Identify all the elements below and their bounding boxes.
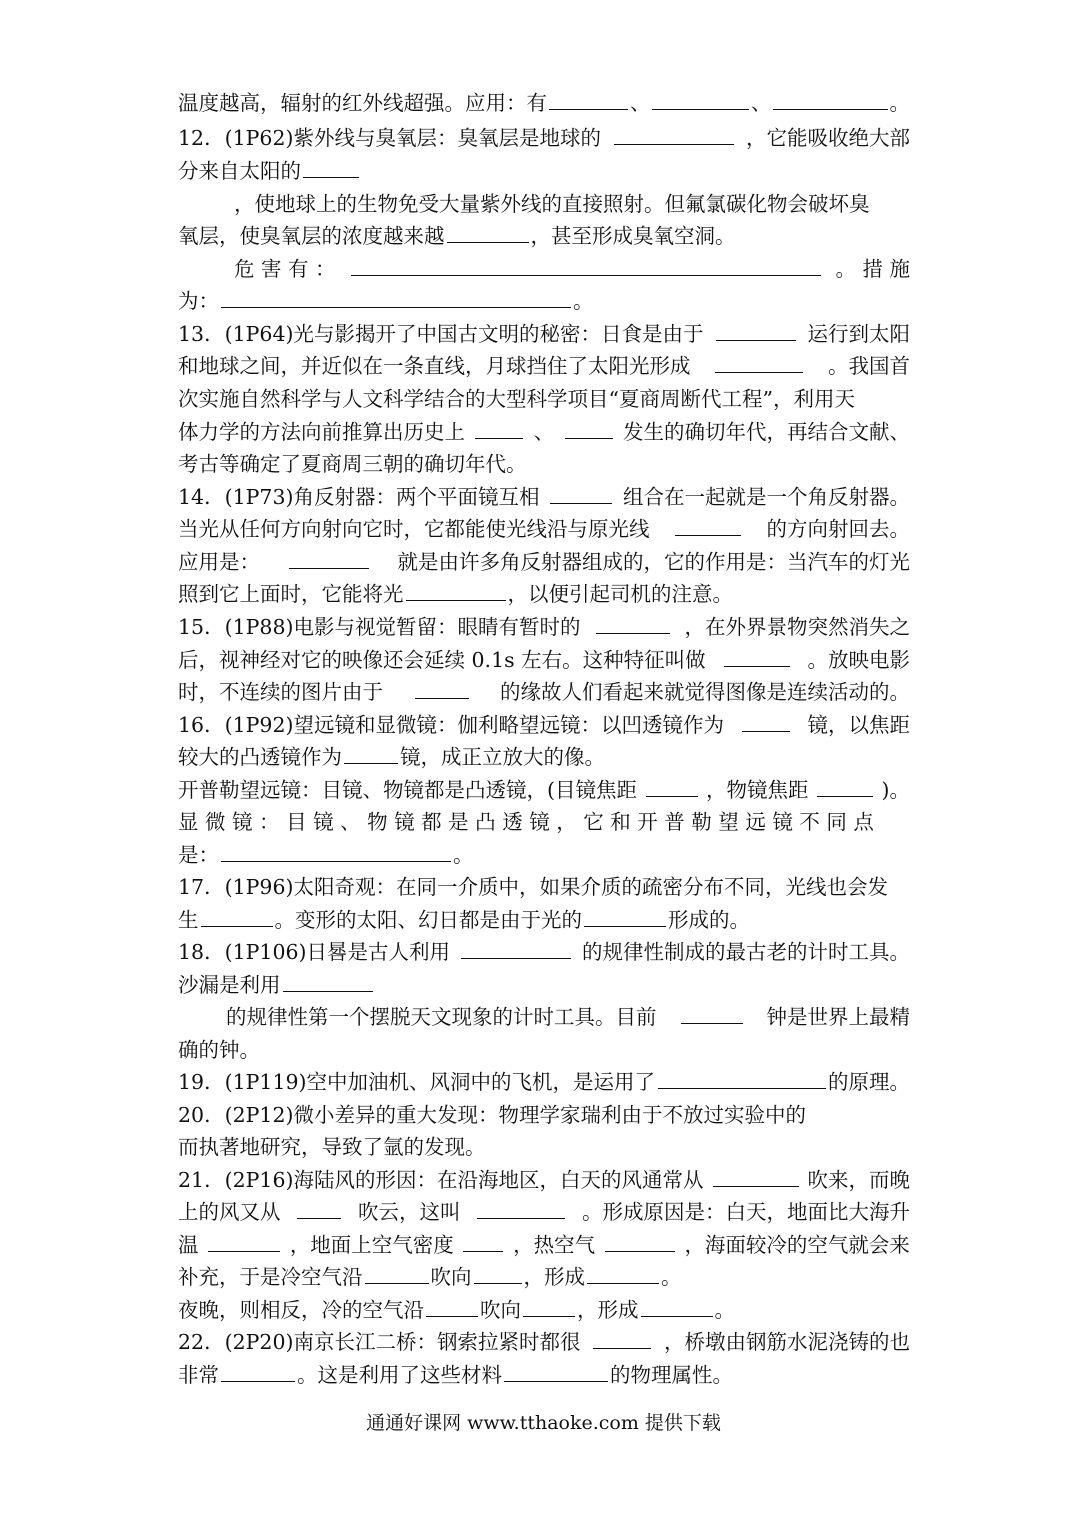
blank [344,741,398,764]
text-line: 分来自太阳的 [178,155,910,187]
blank [716,318,796,341]
blank [208,1229,280,1252]
blank [221,839,451,862]
text-line: 上的风又从 吹云，这叫 。形成原因是：白天，地面比大海升 [178,1196,910,1228]
blank [681,1001,743,1024]
text-line: 非常 。这是利用了这些材料 的物理属性。 [178,1359,910,1391]
text-line: 次实施自然科学与人文科学结合的大型科学项目“夏商周断代工程”，利用天 [178,387,855,411]
text-line: 危 害 有 ： 。 措 施 [234,253,910,285]
blank [593,1326,651,1349]
text-line: 为： 。 [178,285,910,317]
text-line: 14．(1P73)角反射器：两个平面镜互相 组合在一起就是一个角反射器。 [178,481,910,513]
blank [283,969,373,992]
blank [221,1359,295,1382]
blank [565,416,613,439]
text-line: 而执著地研究，导致了氩的发现。 [178,1135,486,1159]
text-line: 氧层，使臭氧层的浓度越来越 ，甚至形成臭氧空洞。 [178,220,910,252]
blank [303,155,359,178]
blank [474,1261,522,1284]
blank [605,1229,675,1252]
text-line: 体力学的方法向前推算出历史上 、 发生的确切年代，再结合文献、 [178,416,910,448]
text-line: 15．(1P88)电影与视觉暂留：眼睛有暂时的 ，在外界景物突然消失之 [178,611,910,643]
blank [658,1066,826,1089]
blank [351,253,821,276]
blank [587,1261,659,1284]
blank [415,676,469,699]
blank [596,611,670,634]
page-footer: 通通好课网 www.tthaoke.com 提供下载 [366,1412,721,1434]
blank [584,904,666,927]
blank [652,87,749,110]
blank [523,1294,575,1317]
text-line: 显 微 镜 ： 目 镜 、 物 镜 都 是 凸 透 镜 ， 它 和 开 普 勒 望 远 镜 不 同 点 [178,810,874,834]
blank [641,1294,713,1317]
blank [817,774,873,797]
blank [549,87,628,110]
blank [742,709,790,732]
text-line: 17．(1P96)太阳奇观：在同一介质中，如果介质的疏密分布不同，光线也会发 [178,875,889,899]
text-line: 确的钟。 [178,1038,260,1062]
blank [461,936,571,959]
blank [675,513,741,536]
blank [773,87,887,110]
blank [550,481,612,504]
text-line: 较大的凸透镜作为 镜，成正立放大的像。 [178,741,910,773]
blank [504,1359,608,1382]
text-line: 考古等确定了夏商周三朝的确切年代。 [178,452,527,476]
text-line: 生 。变形的太阳、幻日都是由于光的 形成的。 [178,904,910,936]
text-line: 当光从任何方向射向它时，它都能使光线沿与原光线 的方向射回去。 [178,513,910,545]
blank [646,774,698,797]
text-line: 温度越高，辐射的红外线超强。应用：有 、 、 。 [178,87,910,119]
blank [365,1261,429,1284]
text-line: ，使地球上的生物免受大量紫外线的直接照射。但氟氯碳化物会破坏臭 [234,192,870,216]
text-line: 22．(2P20)南京长江二桥：钢索拉紧时都很 ，桥墩由钢筋水泥浇铸的也 [178,1326,910,1358]
text-line: 夜晚，则相反，冷的空气沿 吹向 ，形成 。 [178,1294,910,1326]
text-line: 应用是： 就是由许多角反射器组成的，它的作用是：当汽车的灯光 [178,546,910,578]
blank [289,546,369,569]
blank [715,350,803,373]
text-line: 16．(1P92)望远镜和显微镜：伽利略望远镜：以凹透镜作为 镜，以焦距 [178,709,910,741]
text-line: 沙漏是利用 [178,969,910,1001]
text-line: 12．(1P62)紫外线与臭氧层：臭氧层是地球的 ，它能吸收绝大部 [178,122,910,154]
text-line: 13．(1P64)光与影揭开了中国古文明的秘密：日食是由于 运行到太阳 [178,318,910,350]
blank [475,416,523,439]
blank [426,1294,478,1317]
blank [297,1196,341,1219]
text-line: 21．(2P16)海陆风的形因：在沿海地区，白天的风通常从 吹来，而晚 [178,1164,910,1196]
blank [713,1164,799,1187]
blank [463,1229,503,1252]
text-line: 时，不连续的图片由于 的缘故人们看起来就觉得图像是连续活动的。 [178,676,910,708]
blank [724,644,790,667]
text-line: 照到它上面时，它能将光 ，以便引起司机的注意。 [178,578,910,610]
text-line: 19．(1P119)空中加油机、风洞中的飞机，是运用了 的原理。 [178,1066,910,1098]
blank [614,122,734,145]
text-line: 温 ，地面上空气密度 ，热空气 ，海面较冷的空气就会来 [178,1229,910,1261]
blank [406,578,506,601]
text-line: 和地球之间，并近似在一条直线，月球挡住了太阳光形成 。我国首 [178,350,910,382]
blank [201,904,273,927]
text-line: 18．(1P106)日晷是古人利用 的规律性制成的最古老的计时工具。 [178,936,910,968]
text-line: 的规律性第一个摆脱天文现象的计时工具。目前 钟是世界上最精 [226,1001,910,1033]
text-line: 补充，于是冷空气沿 吹向 ，形成 。 [178,1261,910,1293]
blank [447,220,529,243]
blank [221,285,571,308]
text-line: 是： 。 [178,839,910,871]
blank [477,1196,565,1219]
text-line: 后，视神经对它的映像还会延续 0.1s 左右。这种特征叫做 。放映电影 [178,644,910,676]
text-line: 开普勒望远镜：目镜、物镜都是凸透镜，(目镜焦距 ，物镜焦距 )。 [178,774,910,806]
text-line: 20．(2P12)微小差异的重大发现：物理学家瑞利由于不放过实验中的 [178,1103,807,1127]
